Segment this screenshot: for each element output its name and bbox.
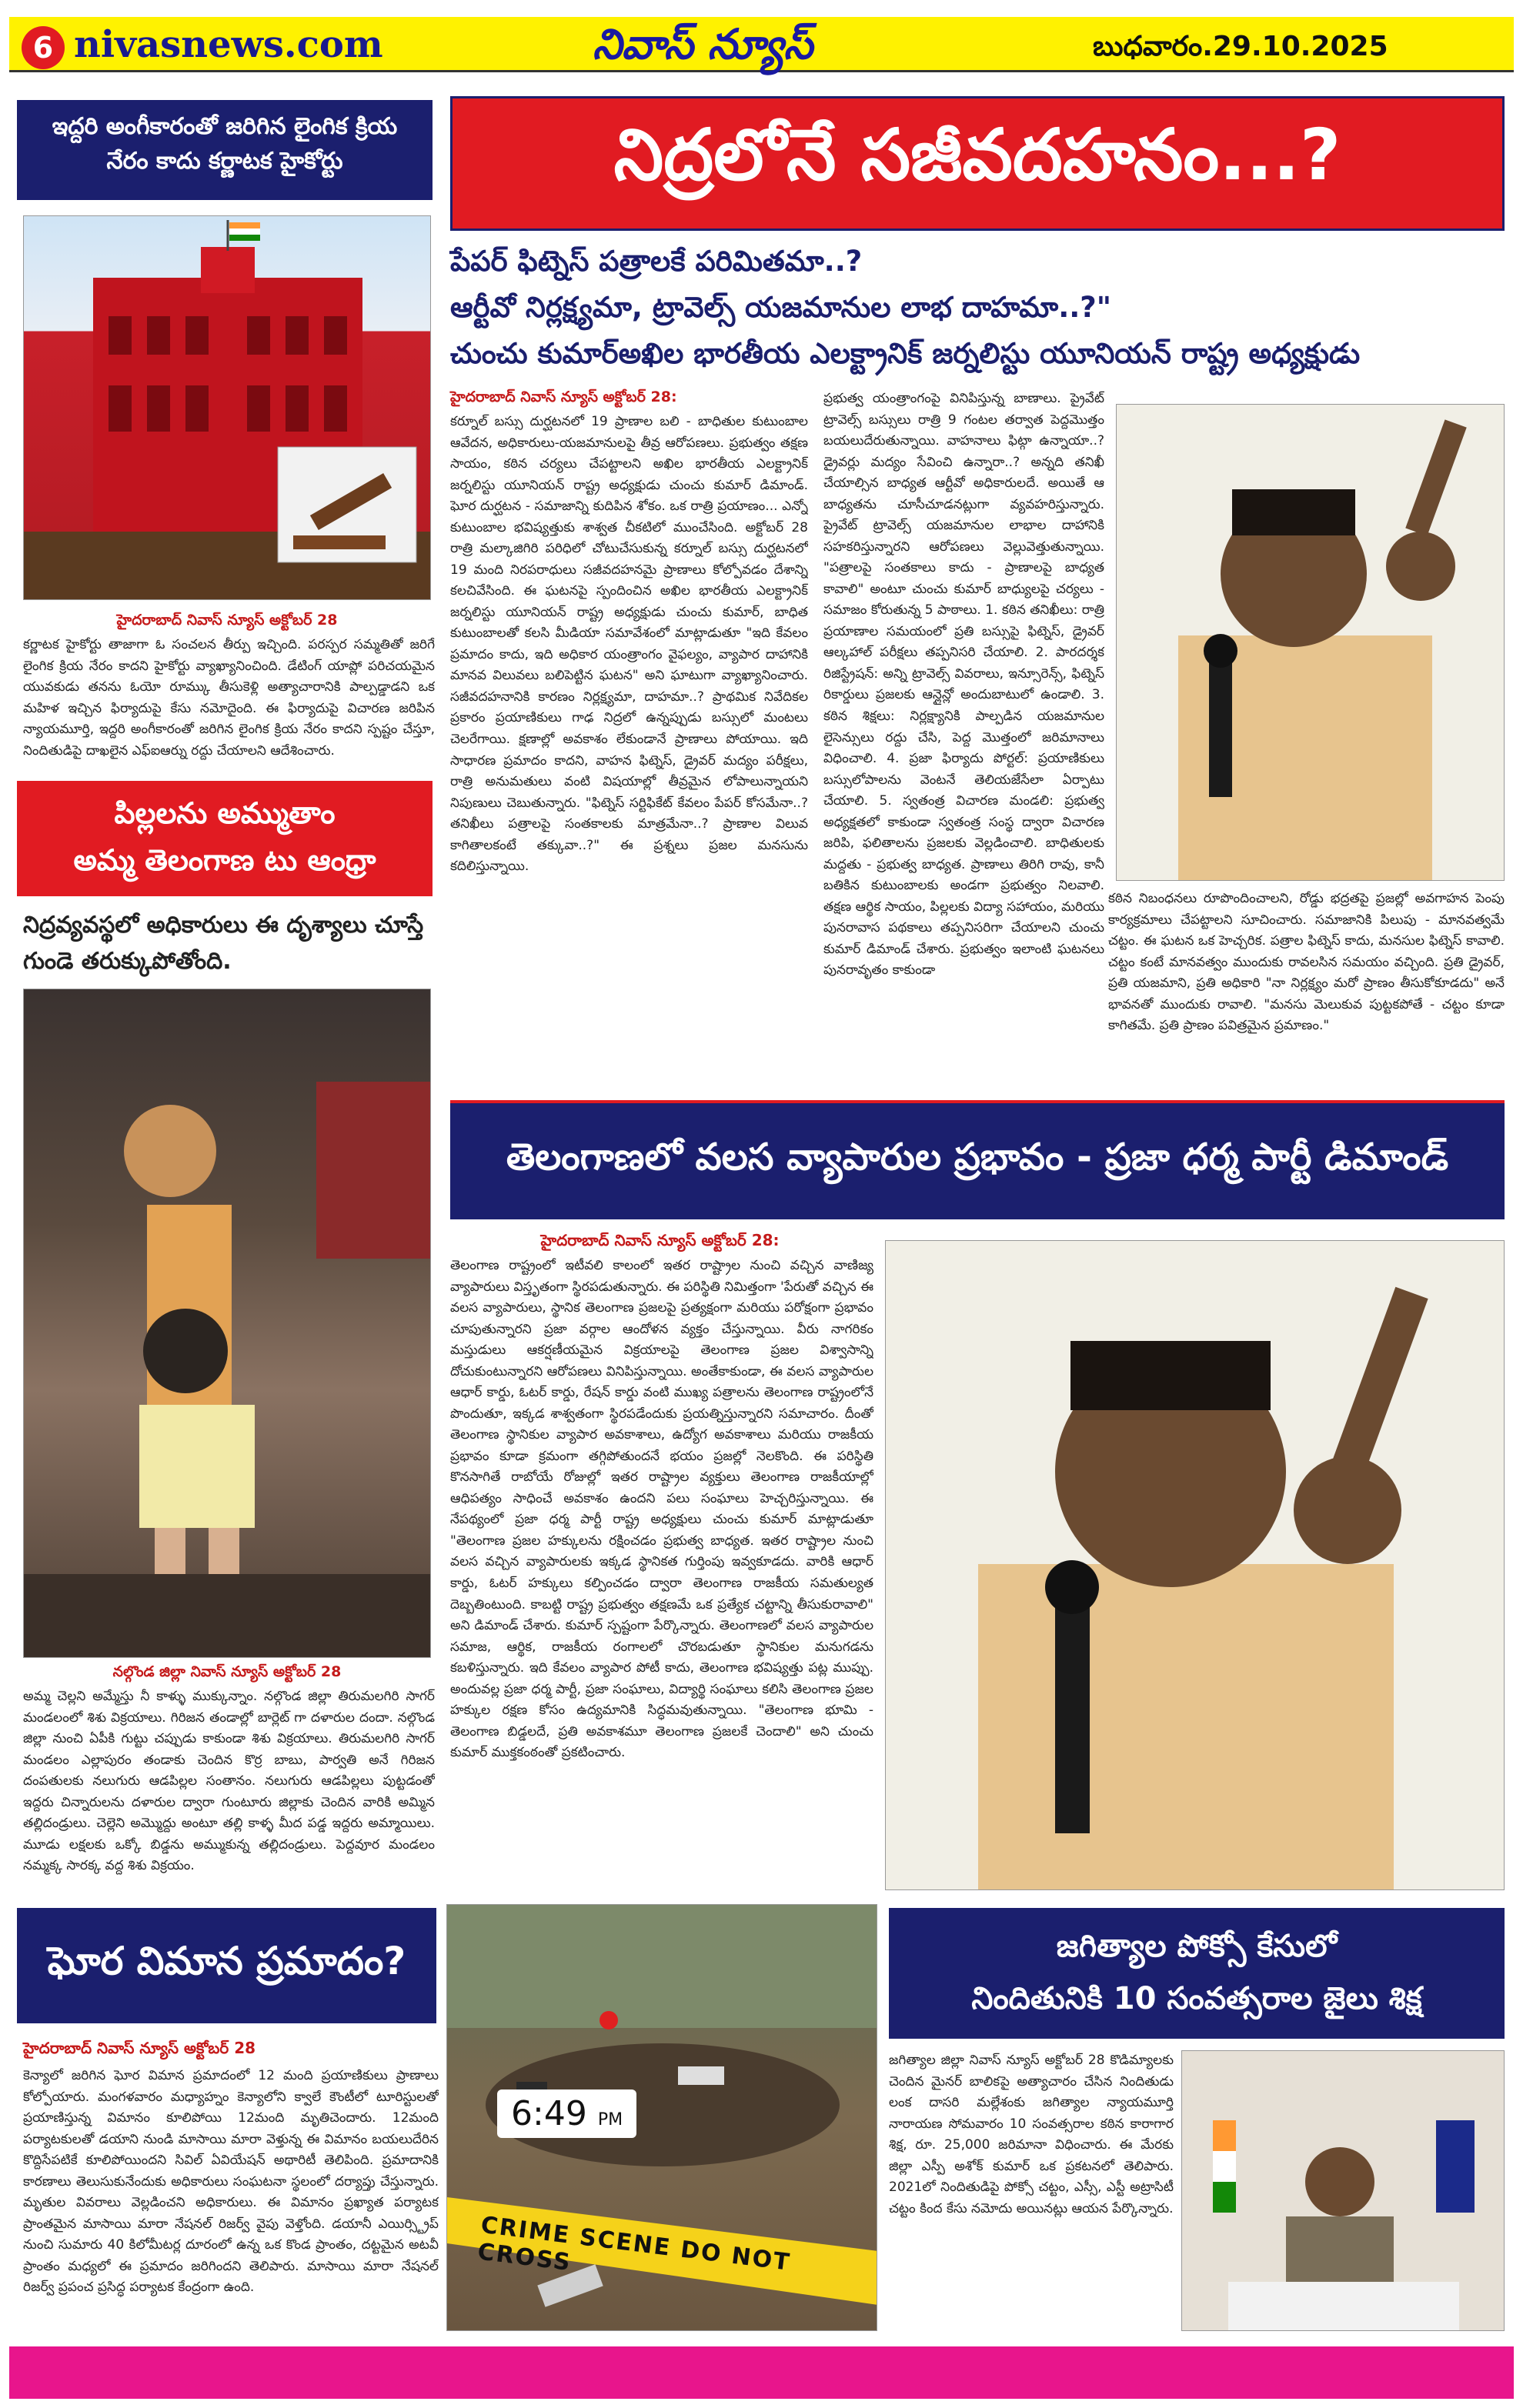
children-subhead: నిద్రవ్యవస్థలో అధికారులు ఈ దృశ్యాలు చూస్తే గుండె తరుక్కుపోతోంది. [23,912,424,975]
telangana-speaker-photo [885,1240,1505,1890]
children-headline-line2: అమ్మ తెలంగాణ టు ఆంధ్రా [73,842,376,877]
jagitial-body: జగిత్యాల జిల్లా నివాస్ న్యూస్ అక్టోబర్ 28 కొడిమ్యాలకు చెందిన మైనర్ బాలికపై అత్యాచారం చేసిన నిందితుడు లంక దాసరి మల్లేశంకు జగిత్యాల న్యాయమూర్తి నారాయణ సోమవారం 10 సంవత్సరాల కఠిన కారాగార శిక్ష, రూ. 25,000 జరిమానా విధించారు. ఈ మేరకు జిల్లా ఎస్పీ అశోక్ కుమార్ ఒక ప్రకటనలో తెలిపారు. 2021లో నిందితుడిపై పోక్సో చట్టం, ఎస్సీ, ఎస్టీ అట్రాసిటీ చట్టం కింద కేసు నమోదు అయినట్లు ఆయన పేర్కొన్నారు. [889,2053,1174,2216]
jagitial-sp-photo [1181,2050,1505,2331]
jagitial-headline-box [889,1908,1505,2039]
lead-headline-box [450,96,1505,231]
telangana-headline-box [450,1100,1505,1219]
issue-date: బుధవారం.29.10.2025 [1093,31,1388,62]
lead-headline: నిద్రలోనే సజీవదహనం...? [613,113,1341,196]
children-headline-box [17,781,433,896]
children-body: అమ్మ చెల్లని అమ్మేస్తు నీ కాళ్ళు ముక్కున్నాం. నల్గొండ జిల్లా తిరుమలగిరి సాగర్ మండలంలో శిశు విక్రయాలు. గిరిజన తండాల్లో బార్లెట్ గా దళారుల దందా. నల్గొండ జిల్లా నుంచి ఏపీకి గుట్టు చప్పుడు కాకుండా శిశు విక్రయాలు. తిరుమలగిరి సాగర్ మండలం ఎల్లాపురం తండాకు చెందిన కొర్ర బాబు, పార్వతి అనే గిరిజన దంపతులకు నలుగురు ఆడపిల్లల సంతానం. నలుగురు ఆడపిల్లలు పుట్టడంతో ఇద్దరు చిన్నారులను దళారుల ద్వారా గుంటూరు జిల్లాకు చెందిన వారికి అమ్మిన తల్లిదండ్రులు. చెల్లెని అమ్మొద్దు అంటూ తల్లి కాళ్ళ మీద పడ్డ ఇద్దరు అమ్మాయిలు. మూడు లక్షలకు ఒక్కో బిడ్డను అమ్ముకున్న తల్లిదండ్రులు. పెద్దవూర మండలం నమ్మక్క సారక్క వద్ద శిశు విక్రయం. [23,1689,435,1874]
footer-bar [9,2346,1514,2399]
karnataka-headline-box [17,100,433,200]
children-dateline: నల్గొండ జిల్లా నివాస్ న్యూస్ అక్టోబర్ 28 [112,1663,342,1680]
lead-speaker-photo [1116,404,1505,881]
lead-col3: కఠిన నిబంధనలు రూపొందించాలని, రోడ్డు భద్రతపై ప్రజల్లో అవగాహన పెంపు కార్యక్రమాలు చేపట్టాలని సూచించారు. సమాజానికి పిలుపు - మానవత్వమే చట్టం. ఈ ఘటన ఒక హెచ్చరిక. పత్రాల ఫిట్నెస్ కాదు, మనసుల ఫిట్నెస్ కావాలి. చట్టం కంటే మానవత్వం ముందుకు రావలసిన సమయం వచ్చింది. ప్రతి డ్రైవర్, ప్రతి యజమాని, ప్రతి అధికారి "నా నిర్లక్ష్యం మరో ప్రాణం తీసుకోకూడదు" అనే భావనతో ముందుకు రావాలి. "మనసు మెలుకువ పుట్టకపోతే - చట్టం కూడా కాగితమే. ప్రతి ప్రాణం పవిత్రమైన ప్రమాణం." [1108,891,1505,1034]
plane-crash-photo [446,1904,877,2331]
lead-subhead-3: చుంచు కుమార్అఖిల భారతీయ ఎలక్ట్రానిక్ జర్నలిస్టు యూనియన్ రాష్ట్ర అధ్యక్షుడు [450,337,1361,370]
officer-illustration [1182,2051,1505,2331]
plane-dateline: హైదరాబాద్ నివాస్ న్యూస్ అక్టోబర్ 28 [23,2039,256,2057]
lead-col2: ప్రభుత్వ యంత్రాంగంపై వినిపిస్తున్న బాణాలు. ప్రైవేట్ ట్రావెల్స్ బస్సులు రాత్రి 9 గంటల తర్వాత పెద్దమొత్తం బయలుదేరుతున్నాయి. వాహనాలు ఫిట్గా ఉన్నాయా..? డ్రైవర్లు మద్యం సేవించి ఉన్నారా..? అన్నది తనిఖీ చేయాల్సిన బాధ్యత ఆర్టీవో అధికారులదే. అయితే ఆ బాధ్యతను చూసీచూడనట్లుగా వ్యవహరిస్తున్నారు. ప్రైవేట్ ట్రావెల్స్ యజమానుల లాభాల దాహానికి సహకరిస్తున్నారని ఆరోపణలు వెల్లువెత్తుతున్నాయి. "పత్రాలపై సంతకాలు కాదు - ప్రాణాలపై బాధ్యత కావాలి" అంటూ చుంచు కుమార్ బాధ్యులపై చర్యలు - సమాజం కోరుతున్న 5 పాఠాలు. 1. కఠిన తనిఖీలు: రాత్రి ప్రయాణాల సమయంలో ప్రతి బస్సుపై ఫిట్నెస్, డ్రైవర్ ఆల్కహాల్ పరీక్షలు తప్పనిసరి చేయాలి. 2. పారదర్శక రిజిస్ట్రేషన్: అన్ని ట్రావెల్స్ వివరాలు, ఇన్సూరెన్స్, ఫిట్నెస్ రికార్డులు ప్రజలకు ఆన్లైన్లో అందుబాటులో ఉండాలి. 3. కఠిన శిక్షలు: నిర్లక్ష్యానికి పాల్పడిన యజమానుల లైసెన్సులు రద్దు చేసి, పెద్ద మొత్తంలో జరిమానాలు విధించాలి. 4. ప్రజా ఫిర్యాదు పోర్టల్: ప్రయాణికులు బస్సులోపాలను వెంటనే తెలియజేసేలా ఏర్పాటు చేయాలి. 5. స్వతంత్ర విచారణ మండలి: ప్రభుత్వ అధ్యక్షతలో కాకుండా స్వతంత్ర సంస్థ ద్వారా విచారణ జరిపి, ఫలితాలను ప్రజలకు వెల్లడించాలి. బాధితులకు మద్దతు - ప్రభుత్వ బాధ్యత. ప్రాణాలు తిరిగి రావు, కానీ బతికిన కుటుంబాలకు అండగా ప్రభుత్వం నిలవాలి. తక్షణ ఆర్థిక సాయం, పిల్లలకు విద్యా సహాయం, మరియు పునరావాస పథకాలు తప్పనిసరిగా చేయాలని చుంచు కుమార్ డిమాండ్ చేశారు. ప్రభుత్వం ఇలాంటి ఘటనలు పునరావృతం కాకుండా [823,391,1104,979]
crime-tape-label: CRIME SCENE DO NOT CROSS [476,2211,793,2277]
speaker-illustration-large [886,1241,1505,1890]
lead-col1: కర్నూల్ బస్సు దుర్ఘటనలో 19 ప్రాణాల బలి - బాధితుల కుటుంబాల ఆవేదన, అధికారులు-యజమానులపై తీవ్ర ఆరోపణలు. ప్రభుత్వం తక్షణ సాయం, కఠిన చర్యలు చేపట్టాలని అఖిల భారతీయ ఎలక్ట్రానిక్ జర్నలిస్టు యూనియన్ రాష్ట్ర అధ్యక్షుడు చుంచు కుమార్ డిమాండ్. ఘోర దుర్ఘటన - సమాజాన్ని కుదిపిన శోకం. ఒక రాత్రి ప్రయాణం... ఎన్నో కుటుంబాల భవిష్యత్తుకు శాశ్వత చీకటిలో ముంచేసింది. అక్టోబర్ 28 రాత్రి మల్కాజిగిరి పరిధిలో చోటుచేసుకున్న కర్నూల్ బస్సు దుర్ఘటనలో 19 మంది నిరపరాధులు సజీవదహనమై ప్రాణాలు కోల్పోవడం దేశాన్ని కలచివేసింది. ఈ ఘటనపై స్పందించిన అఖిల భారతీయ ఎలక్ట్రానిక్ జర్నలిస్టు యూనియన్ రాష్ట్ర అధ్యక్షుడు చుంచు కుమార్, బాధిత కుటుంబాలతో కలసి మీడియా సమావేశంలో మాట్లాడుతూ "ఇది కేవలం ప్రమాదం కాదు, ఇది అధికార యంత్రాంగం వైఫల్యం, వ్యాపార దాహానికి మానవ విలువలు బలిపెట్టిన ఘటన" అని ఘాటుగా వ్యాఖ్యానించారు. సజీవదహనానికి కారణం నిర్లక్ష్యమా, దాహమా..? ప్రాథమిక నివేదికల ప్రకారం ప్రయాణికులు గాఢ నిద్రలో ఉన్నప్పుడు బస్సులో మంటలు చెలరేగాయి. క్షణాల్లో అవకాశం లేకుండానే ప్రాణాలు పోయాయి. ఇది సాధారణ ప్రమాదం కాదని, వాహన ఫిట్నెస్, డ్రైవర్ మద్యం పరీక్షలు, రాత్రి అనుమతులు వంటి విషయాల్లో తీవ్రమైన లోపాలున్నాయని నిపుణులు చెబుతున్నారు. "ఫిట్నెస్ సర్టిఫికేట్ కేవలం పేపర్ కోసమేనా..? తనిఖీలు పత్రాలపై సంతకాలకు మాత్రమేనా..? ప్రాణాల విలువ కాగితాలకంటే తక్కువా..?" ఈ ప్రశ్నలు ప్రజల మనసును కదిలిస్తున్నాయి. [450,414,808,875]
plane-body: కెన్యాలో జరిగిన ఘోర విమాన ప్రమాదంలో 12 మంది ప్రయాణికులు ప్రాణాలు కోల్పోయారు. మంగళవారం మధ్యాహ్నం కెన్యాలోని క్వాలే కౌంటీలో టూరిస్టులతో ప్రయాణిస్తున్న విమానం కూలిపోయి 12మంది మృతిచెందారు. 12మంది పర్యాటకులతో డయాని నుండి మాసాయి మారా వెళ్తున్న ఈ విమానం బయలుదేరిన కొద్దిసేపటికే కూలిపోయిందని సివిల్ ఏవియేషన్ అథారిటీ తెలిపింది. ప్రమాదానికి కారణాలు తెలుసుకునేందుకు అధికారులు సంఘటనా స్థలంలో దర్యాప్తు చేస్తున్నారు. మృతుల వివరాలు వెల్లడించని అధికారులు. ఈ విమానం ప్రఖ్యాత పర్యాటక ప్రాంతమైన మాసాయి మారా నేషనల్ రిజర్వ్ వైపు వెళ్తోంది. డయానీ ఎయిర్స్ట్రిప్ నుంచి సుమారు 40 కిలోమీటర్ల దూరంలో ఉన్న ఒక కొండ ప్రాంతం, దట్టమైన అటవీ ప్రాంతం మధ్యలో ఈ ప్రమాదం జరిగిందని తెలిపారు. మాసాయి మారా నేషనల్ రిజర్వ్ ప్రపంచ ప్రసిద్ధ పర్యాటక కేంద్రంగా ఉంది. [23,2068,439,2296]
speaker-illustration [1117,405,1505,881]
telangana-headline: తెలంగాణలో వలస వ్యాపారుల ప్రభావం - ప్రజా ధర్మ పార్టీ డిమాండ్ [506,1135,1449,1179]
lead-subhead-1: పేపర్ ఫిట్నెస్ పత్రాలకే పరిమితమా..? [450,245,863,278]
lead-dateline: హైదరాబాద్ నివాస్ న్యూస్ అక్టోబర్ 28: [450,389,677,405]
children-headline-line1: పిల్లలను అమ్ముతాం [114,796,336,830]
karnataka-body: కర్ణాటక హైకోర్టు తాజాగా ఓ సంచలన తీర్పు ఇచ్చింది. పరస్పర సమ్మతితో జరిగే లైంగిక క్రియ నేరం కాదని హైకోర్టు వ్యాఖ్యానించింది. డేటింగ్ యాప్లో పరిచయమైన యువకుడు తనను ఓయో రూమ్కు తీసుకెళ్లి అత్యాచారానికి పాల్పడ్డాడని ఒక మహిళ ఇచ్చిన ఫిర్యాదుపై కేసు నమోదైంది. ఈ ఫిర్యాదుపై విచారణ జరిపిన న్యాయమూర్తి, ఇద్దరి అంగీకారంతో జరిగిన లైంగిక క్రియ నేరం కాదని స్పష్టం చేస్తూ, నిందితుడిపై దాఖలైన ఎఫ్ఐఆర్ను రద్దు చేయాలని ఆదేశించారు. [23,637,435,759]
photo-time: 6:49 [511,2094,587,2133]
court-building-illustration [24,216,431,600]
photo-timestamp [497,2089,636,2138]
jagitial-headline-line2: నిందితునికి 10 సంవత్సరాల జైలు శిక్ష [971,1981,1422,2016]
site-name: nivasnews.com [74,23,383,66]
page-number: 6 [22,26,65,69]
plane-headline: ఘోర విమాన ప్రమాదం? [47,1938,406,1983]
newspaper-logo: నివాస్ న్యూస్ [593,20,813,68]
karnataka-dateline: హైదరాబాద్ నివాస్ న్యూస్ అక్టోబర్ 28 [116,612,338,629]
jagitial-headline-line1: జగిత్యాల పోక్సో కేసులో [1056,1929,1338,1964]
telangana-body: తెలంగాణ రాష్ట్రంలో ఇటీవలి కాలంలో ఇతర రాష్ట్రాల నుంచి వచ్చిన వాణిజ్య వ్యాపారులు విస్తృతంగా స్థిరపడుతున్నారు. ఈ పరిస్థితి నిమిత్తంగా 'పేరుతో వచ్చిన ఈ వలస వ్యాపారులు, స్థానిక తెలంగాణ ప్రజలపై ప్రత్యక్షంగా మరియు పరోక్షంగా ప్రభావం చూపుతున్నారని ప్రజా వర్గాల ఆందోళన వ్యక్తం చేస్తున్నాయి. వీరు నాగరికం మస్తుడులు ఆకర్షణీయమైన విక్రయాలపై తెలంగాణ ప్రజల విశ్వాసాన్ని దోచుకుంటున్నారని ఆరోపణలు వినిపిస్తున్నాయి. అంతేకాకుండా, ఈ వలస వ్యాపారుల ఆధార్ కార్డు, ఓటర్ కార్డు, రేషన్ కార్డు వంటి ముఖ్య పత్రాలను తెలంగాణ రాష్ట్రంలోనే పొందుతూ, ఇక్కడ శాశ్వతంగా స్థిరపడేందుకు ప్రయత్నిస్తున్నారని సమాచారం. దీంతో తెలంగాణ స్థానికుల వ్యాపార అవకాశాలు, ఉద్యోగ అవకాశాలు మరియు రాజకీయ ప్రభావం కూడా క్రమంగా తగ్గిపోతుందనే భయం ప్రజల్లో నెలకొంది. ఈ పరిస్థితి కొనసాగితే రాబోయే రోజుల్లో ఇతర రాష్ట్రాల వ్యక్తులు తెలంగాణ రాజకీయాల్లో ఆధిపత్యం సాధించే అవకాశం ఉందని పలు సంఘాలు హెచ్చరిస్తున్నాయి. ఈ నేపథ్యంలో ప్రజా ధర్మ పార్టీ రాష్ట్ర అధ్యక్షులు చుంచు కుమార్ మాట్లాడుతూ "తెలంగాణ ప్రజల హక్కులను రక్షించడం ప్రభుత్వ బాధ్యత. ఇతర రాష్ట్రాల నుంచి వలస వచ్చిన వ్యాపారులకు ఇక్కడ స్థానికత గుర్తింపు ఇవ్వకూడదు. వారికి ఆధార్ కార్డు, ఓటర్ హక్కులు కల్పించడం ద్వారా తెలంగాణ రాజకీయ సమతుల్యత దెబ్బతింటుంది. కాబట్టి రాష్ట్ర ప్రభుత్వం తక్షణమే ఒక ప్రత్యేక చట్టాన్ని తీసుకురావాలి" అని డిమాండ్ చేశారు. కుమార్ స్పష్టంగా పేర్కొన్నారు. తెలంగాణలో వలస వ్యాపారుల సమాజ, ఆర్థిక, రాజకీయ రంగాలలో చొరబడుతూ స్థానికుల మనుగడను కబళిస్తున్నారు. ఇది కేవలం వ్యాపార పోటీ కాదు, తెలంగాణ భవిష్యత్తు పట్ల ముప్పు. అందువల్ల ప్రజా ధర్మ పార్టీ, ప్రజా సంఘాలు, విద్యార్థి సంఘాలు కలిసి తెలంగాణ ప్రజల హక్కుల రక్షణ కోసం ఉద్యమానికి సిద్ధమవుతున్నాయి. "తెలంగాణ భూమి - తెలంగాణ బిడ్డలదే, ప్రతి అవకాశమూ తెలంగాణ ప్రజలకే చెందాలి" అని చుంచు కుమార్ ముక్తకంఠంతో ప్రకటించారు. [450,1258,873,1761]
photo-time-suffix: PM [597,2110,623,2130]
lead-subhead-2: ఆర్టీవో నిర్లక్ష్యమా, ట్రావెల్స్ యజమానుల లాభ దాహమా..?" [450,291,1112,324]
children-scene-illustration [24,989,431,1658]
karnataka-court-photo [23,215,431,600]
telangana-dateline: హైదరాబాద్ నివాస్ న్యూస్ అక్టోబర్ 28: [540,1231,780,1249]
karnataka-headline: ఇద్దరి అంగీకారంతో జరిగిన లైంగిక క్రియ నేరం కాదు కర్ణాటక హైకోర్టు [52,113,398,175]
children-photo [23,989,431,1658]
plane-headline-box [17,1908,436,2023]
